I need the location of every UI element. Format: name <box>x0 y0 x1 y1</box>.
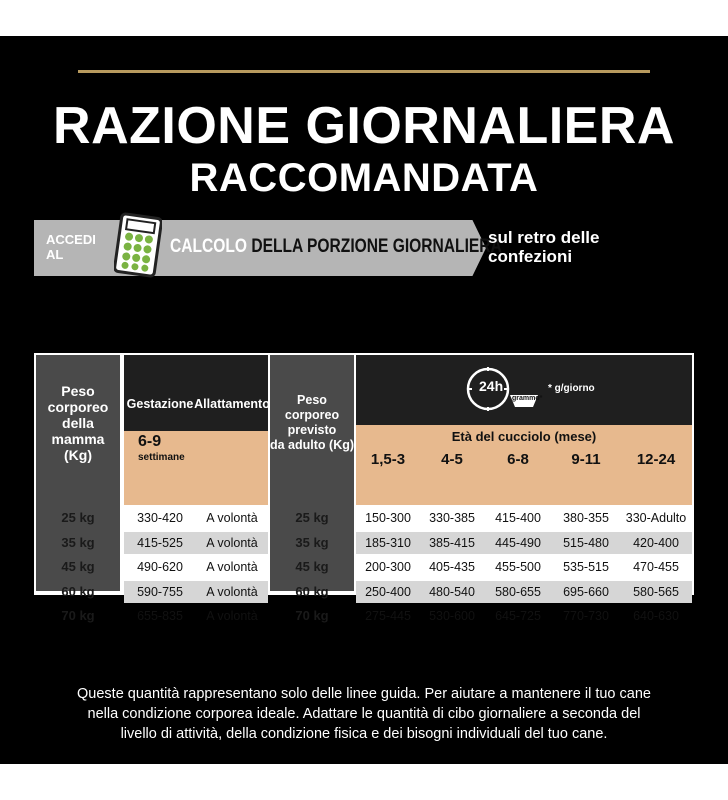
title-line1: RAZIONE GIORNALIERA <box>53 97 675 155</box>
gold-divider <box>78 70 650 73</box>
puppy-ration-cell: 150-300 <box>365 511 411 525</box>
age-col-header: 9-11 <box>571 451 601 468</box>
mother-weight-cell: 60 kg <box>61 583 95 599</box>
calculator-icon <box>114 212 162 278</box>
lactation-cell: A volontà <box>206 609 258 623</box>
age-col-header: 6-8 <box>507 451 529 468</box>
mother-weight-header <box>36 383 120 463</box>
puppy-ration-cell: 185-310 <box>365 535 411 550</box>
banner-side-line1: sul retro delle <box>488 228 600 247</box>
puppy-ration-cell: 645-725 <box>495 609 541 623</box>
puppy-ration-cell: 535-515 <box>563 560 609 574</box>
puppy-ration-cell: 580-565 <box>633 584 679 599</box>
lactation-cell: A volontà <box>206 560 258 574</box>
ration-table <box>34 353 694 623</box>
puppy-ration-cell: 330-Adulto <box>625 511 687 525</box>
banner-side-text <box>488 228 599 266</box>
puppy-ration-cell: 480-540 <box>429 584 475 599</box>
banner-rest: DELLA PORZIONE GIORNALIERA <box>251 236 502 257</box>
bowl-label: grammo* <box>512 395 543 402</box>
puppy-ration-cell: 470-455 <box>633 560 679 574</box>
mother-weight-cell: 70 kg <box>61 608 95 623</box>
puppy-ration-cell: 770-730 <box>563 609 609 623</box>
puppy-ration-cell: 515-480 <box>563 535 609 550</box>
banner-al-word: AL <box>46 247 64 262</box>
puppy-ration-cell: 380-355 <box>563 511 609 525</box>
puppy-ration-cell: 275-445 <box>365 609 411 623</box>
puppy-ration-cell: 415-400 <box>495 511 541 525</box>
adult-header-l1: Peso corporeo <box>284 393 340 422</box>
age-col-header: 1,5-3 <box>370 451 406 468</box>
footer-line3: livello di attività, della condizione fisica e dei bisogni individuali del tuo cane. <box>120 726 608 742</box>
mother-header-l1: Peso <box>61 383 95 399</box>
puppy-ration-cell: 385-415 <box>429 535 475 550</box>
puppy-ration-cell: 695-660 <box>563 584 609 599</box>
gestation-cell: 655-835 <box>137 609 183 623</box>
adult-weight-cell: 60 kg <box>295 583 329 599</box>
per-day-label: * g/giorno <box>548 383 595 394</box>
panel <box>0 36 728 764</box>
clock-label: 24h <box>479 378 504 394</box>
gestation-header: Gestazione <box>126 397 194 411</box>
age-col-header: 4-5 <box>441 451 463 468</box>
age-header: Età del cucciolo (mese) <box>451 429 597 444</box>
adult-weight-cell: 25 kg <box>295 510 329 525</box>
puppy-ration-cell: 455-500 <box>495 560 541 574</box>
adult-weight-header <box>270 393 354 453</box>
lactation-cell: A volontà <box>206 535 258 550</box>
footer-note <box>24 684 704 744</box>
title-line2: RACCOMANDATA <box>189 156 539 200</box>
banner-calcolo: CALCOLO <box>170 236 248 257</box>
puppy-ration-cell: 530-600 <box>429 609 475 623</box>
gestation-cell: 415-525 <box>137 535 183 550</box>
footer-line1: Queste quantità rappresentano solo delle linee guida. Per aiutare a mantenere il tuo cane <box>77 686 651 702</box>
mother-header-l2: corporeo <box>47 399 109 415</box>
adult-header-l2: previsto <box>287 423 337 437</box>
puppy-ration-cell: 330-385 <box>429 511 475 525</box>
age-col-header: 12-24 <box>636 451 676 468</box>
weeks-value: 6-9 <box>138 433 162 450</box>
adult-weight-cell: 70 kg <box>295 608 329 623</box>
banner-accedi-word: ACCEDI <box>46 232 96 247</box>
puppy-ration-cell: 405-435 <box>429 560 475 574</box>
gestation-cell: 590-755 <box>137 584 183 599</box>
puppy-header-bg <box>356 355 692 425</box>
footer-line2: nella condizione corporea ideale. Adattare le quantità di cibo giornaliere a seconda del <box>87 706 641 722</box>
weeks-band <box>124 465 268 505</box>
puppy-ration-cell: 640-630 <box>633 609 679 623</box>
lactation-cell: A volontà <box>206 511 258 525</box>
gestation-cell: 330-420 <box>137 511 183 525</box>
puppy-ration-cell: 200-300 <box>365 560 411 574</box>
lactation-header: Allattamento <box>194 397 270 411</box>
lactation-cell: A volontà <box>206 584 258 599</box>
mother-weight-cell: 35 kg <box>61 534 95 550</box>
calc-banner <box>34 220 502 276</box>
mother-weight-cell: 25 kg <box>61 510 95 525</box>
mother-header-l4: mamma (Kg) <box>51 431 105 463</box>
adult-weight-cell: 45 kg <box>295 559 329 574</box>
adult-weight-cell: 35 kg <box>295 534 329 550</box>
adult-header-l3: da adulto (Kg) <box>270 438 355 452</box>
puppy-ration-cell: 420-400 <box>633 535 679 550</box>
banner-accedi <box>46 232 96 262</box>
banner-headline <box>170 236 502 258</box>
puppy-ration-cell: 445-490 <box>495 535 541 550</box>
banner-side-line2: confezioni <box>488 247 573 266</box>
gestation-header-bg <box>124 355 268 431</box>
gestation-cell: 490-620 <box>137 560 183 574</box>
mother-weight-cell: 45 kg <box>61 559 95 574</box>
puppy-ration-cell: 580-655 <box>495 584 541 599</box>
mother-header-l3: della <box>62 415 94 431</box>
puppy-ration-cell: 250-400 <box>365 584 411 599</box>
weeks-label: settimane <box>138 452 185 463</box>
